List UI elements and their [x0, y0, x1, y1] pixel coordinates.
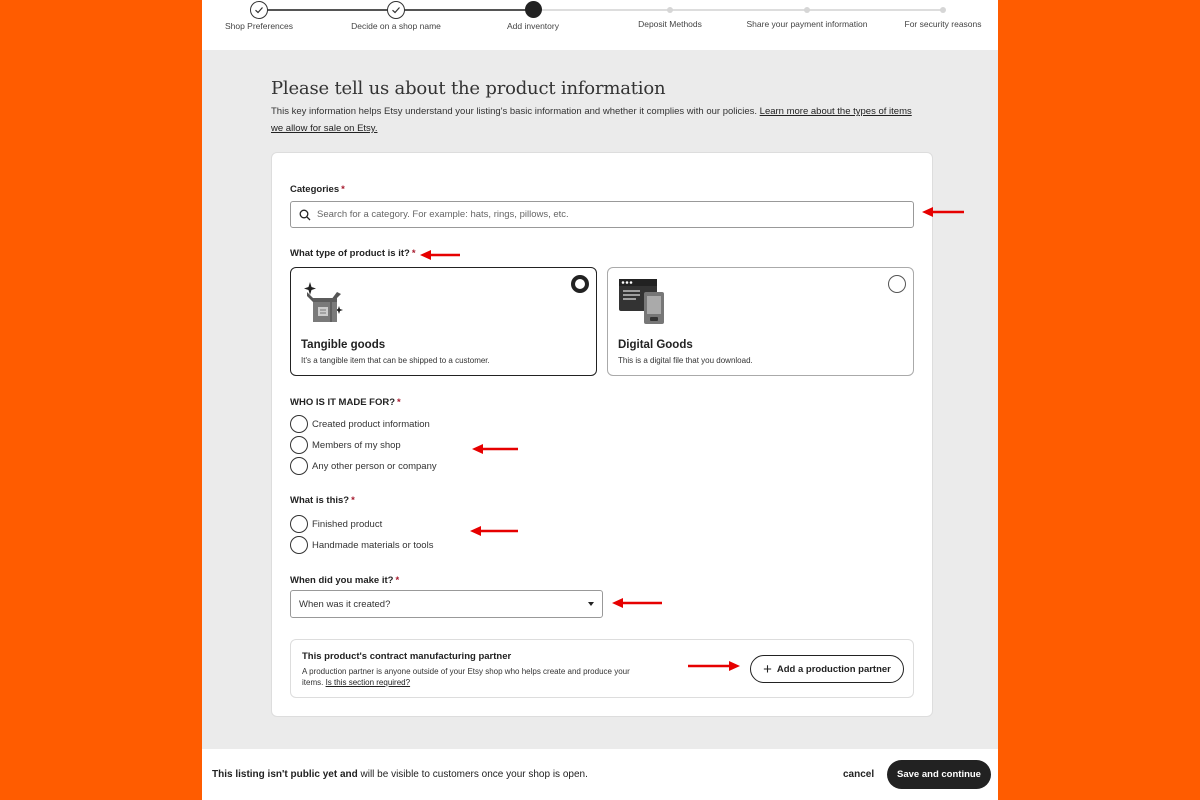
check-icon	[250, 1, 268, 19]
partner-title: This product's contract manufacturing partner	[302, 651, 512, 662]
digital-title: Digital Goods	[618, 339, 693, 351]
required-mark: *	[397, 397, 401, 408]
partner-description-text: A production partner is anyone outside of your Etsy shop who helps create and produce your items.	[302, 667, 630, 687]
what-is-label	[290, 495, 355, 506]
step-label: Add inventory	[507, 21, 559, 31]
search-icon	[299, 209, 311, 221]
cancel-button[interactable]: cancel	[843, 769, 875, 780]
step-label: Shop Preferences	[224, 21, 294, 31]
radio-handmade-materials[interactable]	[290, 536, 433, 554]
who-made-label	[290, 397, 401, 408]
progress-stepper	[202, 0, 998, 50]
required-mark: *	[395, 575, 400, 586]
radio-created-product-information[interactable]	[290, 415, 430, 433]
save-and-continue-button[interactable]: Save and continue	[887, 760, 991, 789]
page-title: Please tell us about the product information	[271, 78, 666, 99]
step-label: For security reasons	[904, 19, 982, 29]
add-production-partner-button[interactable]	[750, 655, 904, 683]
radio-label: Created product information	[312, 418, 430, 430]
categories-label-text: Categories	[290, 184, 340, 195]
digital-description: This is a digital file that you download.	[618, 356, 753, 365]
option-tangible-goods[interactable]	[290, 267, 597, 376]
plus-icon: +	[763, 660, 772, 678]
annotation-arrow-icon	[610, 596, 666, 610]
required-mark: *	[351, 495, 355, 506]
when-made-select[interactable]	[290, 590, 603, 618]
step-shop-preferences[interactable]	[202, 0, 324, 31]
current-step-dot	[525, 1, 542, 18]
tangible-description: It's a tangible item that can be shipped to a customer.	[301, 356, 490, 365]
annotation-arrow-icon	[686, 659, 742, 673]
radio-label: Finished product	[312, 518, 383, 530]
page-description	[271, 103, 921, 137]
footer-message-bold: This listing isn't public yet and	[212, 769, 358, 780]
when-made-label-text: When did you make it?	[290, 575, 394, 586]
who-made-label-text: WHO IS IT MADE FOR?	[290, 397, 396, 408]
description-text: This key information helps Etsy understand your listing's basic information and whether it complies with our policies.	[271, 106, 758, 117]
section-required-link[interactable]: Is this section required?	[325, 678, 411, 687]
caret-down-icon	[588, 602, 594, 606]
option-digital-goods[interactable]	[607, 267, 914, 376]
when-made-label	[290, 575, 399, 586]
annotation-arrow-icon	[418, 248, 468, 262]
annotation-arrow-icon	[468, 524, 522, 538]
check-icon	[387, 1, 405, 19]
todo-step-dot	[940, 7, 946, 13]
todo-step-dot	[804, 7, 810, 13]
radio-label: Members of my shop	[312, 439, 401, 451]
product-info-card	[271, 152, 933, 717]
add-partner-label: Add a production partner	[776, 663, 891, 675]
learn-more-link[interactable]: Learn more about the types of items we allow for sale on Etsy.	[271, 106, 912, 134]
footer-message	[212, 769, 588, 780]
step-payment-info[interactable]	[742, 0, 872, 29]
digital-radio[interactable]	[888, 275, 906, 293]
step-label: Deposit Methods	[638, 19, 702, 29]
radio-circle[interactable]	[290, 415, 308, 433]
radio-circle[interactable]	[290, 436, 308, 454]
footer-message-rest: will be visible to customers once your shop is open.	[357, 769, 588, 780]
product-type-label	[290, 248, 416, 259]
tangible-radio[interactable]	[571, 275, 589, 293]
devices-icon	[618, 278, 668, 331]
annotation-arrow-icon	[920, 205, 970, 219]
category-search-input[interactable]	[317, 209, 913, 220]
radio-any-other-person[interactable]	[290, 457, 437, 475]
when-made-value: When was it created?	[299, 598, 391, 610]
radio-finished-product[interactable]	[290, 515, 382, 533]
product-type-label-text: What type of product is it?	[290, 248, 410, 259]
step-security[interactable]	[878, 0, 998, 29]
step-shop-name[interactable]	[331, 0, 461, 31]
radio-circle[interactable]	[290, 457, 308, 475]
required-mark: *	[341, 184, 345, 195]
radio-label: Handmade materials or tools	[312, 539, 434, 551]
box-icon	[301, 278, 351, 331]
step-label: Share your payment information	[746, 19, 868, 29]
tangible-title: Tangible goods	[301, 339, 386, 351]
app-window	[202, 0, 998, 800]
step-add-inventory[interactable]	[468, 0, 598, 31]
required-mark: *	[411, 248, 416, 259]
step-label: Decide on a shop name	[351, 21, 441, 31]
what-is-label-text: What is this?	[290, 495, 350, 506]
radio-circle[interactable]	[290, 536, 308, 554]
radio-label: Any other person or company	[312, 460, 437, 472]
category-search-box[interactable]	[290, 201, 914, 228]
radio-members-of-my-shop[interactable]	[290, 436, 401, 454]
production-partner-section	[290, 639, 914, 698]
annotation-arrow-icon	[470, 442, 522, 456]
footer-bar	[202, 749, 998, 800]
radio-circle[interactable]	[290, 515, 308, 533]
categories-label	[290, 184, 345, 195]
step-deposit-methods[interactable]	[605, 0, 735, 29]
partner-description	[302, 666, 642, 688]
todo-step-dot	[667, 7, 673, 13]
